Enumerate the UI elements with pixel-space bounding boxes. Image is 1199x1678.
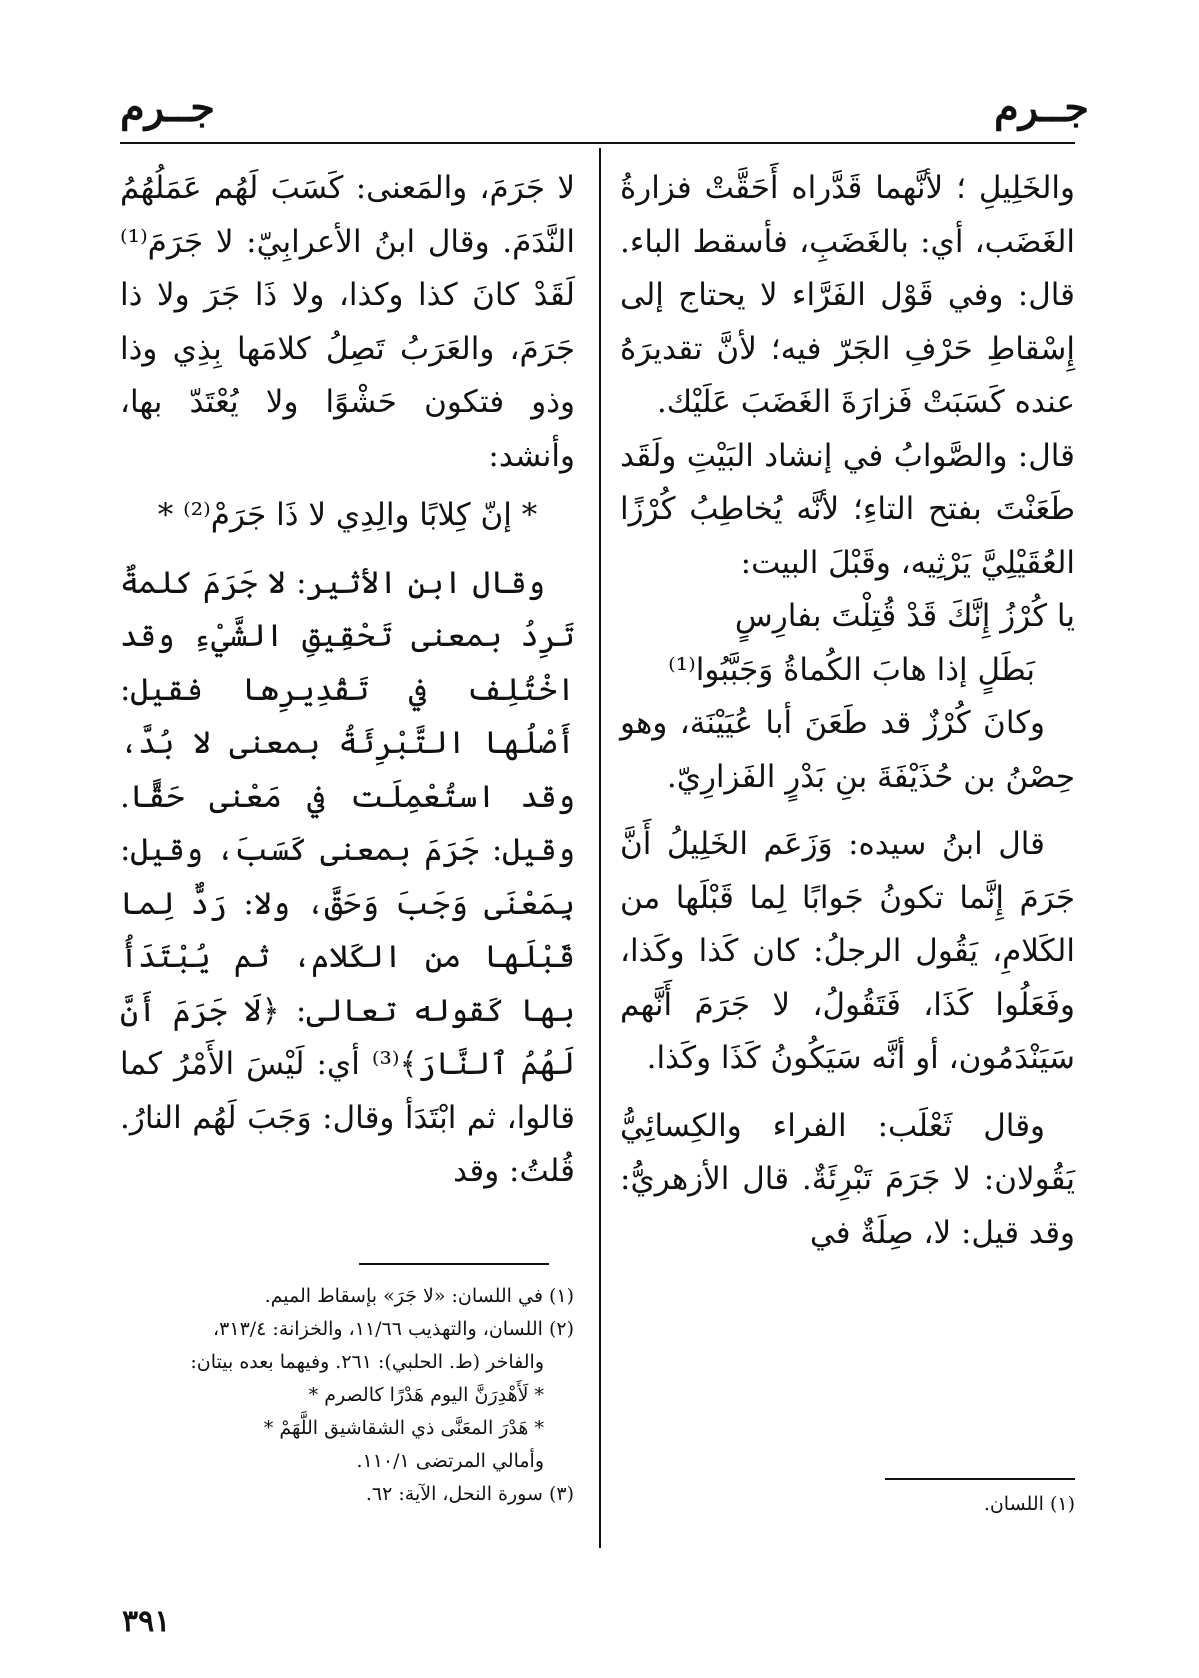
left-paragraph-2: وقال ابن الأثير: لا جَرَمَ كلمةٌ تَرِدُ بمعنى تَحْقِيقِ الشَّيْءِ وقد اخْتُلِف في تَقْدِيرِها فقيل: أَصْلُها التَّبْرِئَةُ بمعنى لا بُدَّ، وقد استُعْمِلَت في مَعْنى حَقًّا. وقيل: جَرَمَ بمعنى كَسَبَ، وقيل: بِمَعْنَى وَجَبَ وَحَقَّ، ولا: رَدٌّ لِما قَبْلَها من الكَلام، ثم يُبْتَدَأُ بها كَقوله تعالى: ﴿لَا جَرَمَ أَنَّ لَهُمُ ٱلنَّارَ﴾⁽³⁾ أي: لَيْسَ الأَمْرُ كما قالوا، ثم ابْتَدَأ وقال: وَجَبَ لَهُم النارُ. قُلتُ: وقد <box>120 564 575 1189</box>
right-paragraph-5: وقال ثَعْلَب: الفراء والكِسائِيُّ يَقُولان: لا جَرَمَ تَبْرِئَةٌ. قال الأزهريُّ: وقد قيل: لا، صِلَةٌ في <box>620 1107 1075 1251</box>
footnote-left-2e: وأمالي المرتضى ١١٠/١. <box>356 1450 544 1472</box>
footnotes-right <box>625 1488 1075 1521</box>
footnote-left-2a: (٢) اللسان، والتهذيب ١١/٦٦، والخزانة: ٣١٣/٤، <box>213 1318 574 1340</box>
right-verse-line-2: بَطَلٍ إذا هابَ الكُماةُ وَجَبَّبُوا⁽¹⁾ <box>668 651 1035 688</box>
right-paragraph-2: قال: والصَّوابُ في إنشاد البَيْتِ ولَقَد طَعَنْتَ بفتح التاءِ؛ لأنَّه يُخاطِبُ كُرْزًا العُقَيْلِيَّ يَرْثِيه، وقَبْلَ البيت: <box>620 437 1075 581</box>
right-column <box>620 162 1075 1260</box>
footnote-left-2b: والفاخر (ط. الحلبي): ٢٦١. وفيهما بعده بيتان: <box>190 1351 544 1373</box>
footnote-left-2d: * هَدْرَ المعَنَّى ذي الشقاشيق اللَّهَمْ * <box>263 1417 544 1439</box>
footnote-rule-right <box>885 1478 1075 1480</box>
footnotes-left <box>124 1280 574 1511</box>
header-word-right: جــرم <box>994 84 1089 131</box>
footnote-left-2c: * لَأَهْدِرَنَّ اليوم هَدْرًا كالصرم * <box>308 1384 544 1406</box>
right-verse-line-1: يا كُرْزُ إِنَّكَ قَدْ قُتِلْتَ بفارِسٍ <box>734 598 1075 634</box>
right-paragraph-1: والخَلِيلِ ؛ لأنَّهما قَدَّراه أَحَقَّتْ فزارةُ الغَضَب، أي: بالغَضَبِ، فأسقط الباء. قال: وفي قَوْل الفَرَّاء لا يحتاج إلى إِسْقاطِ حَرْفِ الجَرّ فيه؛ لأنَّ تقديرَهُ عنده كَسَبَتْ فَزارَةَ الغَضَبَ عَلَيْك. <box>620 170 1075 420</box>
left-column <box>120 162 575 1199</box>
footnote-rule-left <box>359 1263 549 1265</box>
left-verse: * إنّ كِلابًا والِدِي لا ذَا جَرَمْ⁽²⁾ * <box>157 497 538 533</box>
header-word-left: جــرم <box>120 84 215 131</box>
page-number: ٣٩١ <box>122 1604 171 1639</box>
right-paragraph-3: وكانَ كُرْزٌ قد طَعَنَ أبا عُيَيْنَة، وهو حِصْنُ بن حُذَيْفَةَ بنِ بَدْرٍ الفَزارِيّ. <box>620 705 1075 795</box>
header-rule <box>120 142 1075 144</box>
right-spacer-1 <box>620 804 1075 818</box>
footnote-left-1: (١) في اللسان: «لا جَرَ» بإسقاط الميم. <box>264 1285 574 1307</box>
left-paragraph-1: لا جَرَمَ، والمَعنى: كَسَبَ لَهُم عَمَلُهُمُ النَّدَمَ. وقال ابنُ الأعرابِيّ: لا جَرَمَ⁽¹⁾ لَقَدْ كانَ كذا وكذا، ولا ذَا جَرَ ولا ذا جَرَمَ، والعَرَبُ تَصِلُ كلامَها بِذِي وذا وذو فتكون حَشْوًا ولا يُعْتَدّ بها، وأنشد: <box>120 170 575 474</box>
right-spacer-2 <box>620 1086 1075 1100</box>
footnote-right-1: (١) اللسان. <box>983 1493 1075 1515</box>
footnote-left-3: (٣) سورة النحل، الآية: ٦٢. <box>365 1483 574 1505</box>
right-paragraph-4: قال ابنُ سيده: وَزَعَم الخَلِيلُ أَنَّ جَرَمَ إِنَّما تكونُ جَوابًا لِما قَبْلَها من الكَلامِ، يَقُول الرجلُ: كان كَذا وكَذا، وفَعَلُوا كَذَا، فَتَقُولُ، لا جَرَمَ أَنَّهم سَيَنْدَمُون، أو أنَّه سَيَكُونُ كَذَا وكَذا. <box>620 826 1075 1076</box>
column-divider <box>599 148 601 1548</box>
